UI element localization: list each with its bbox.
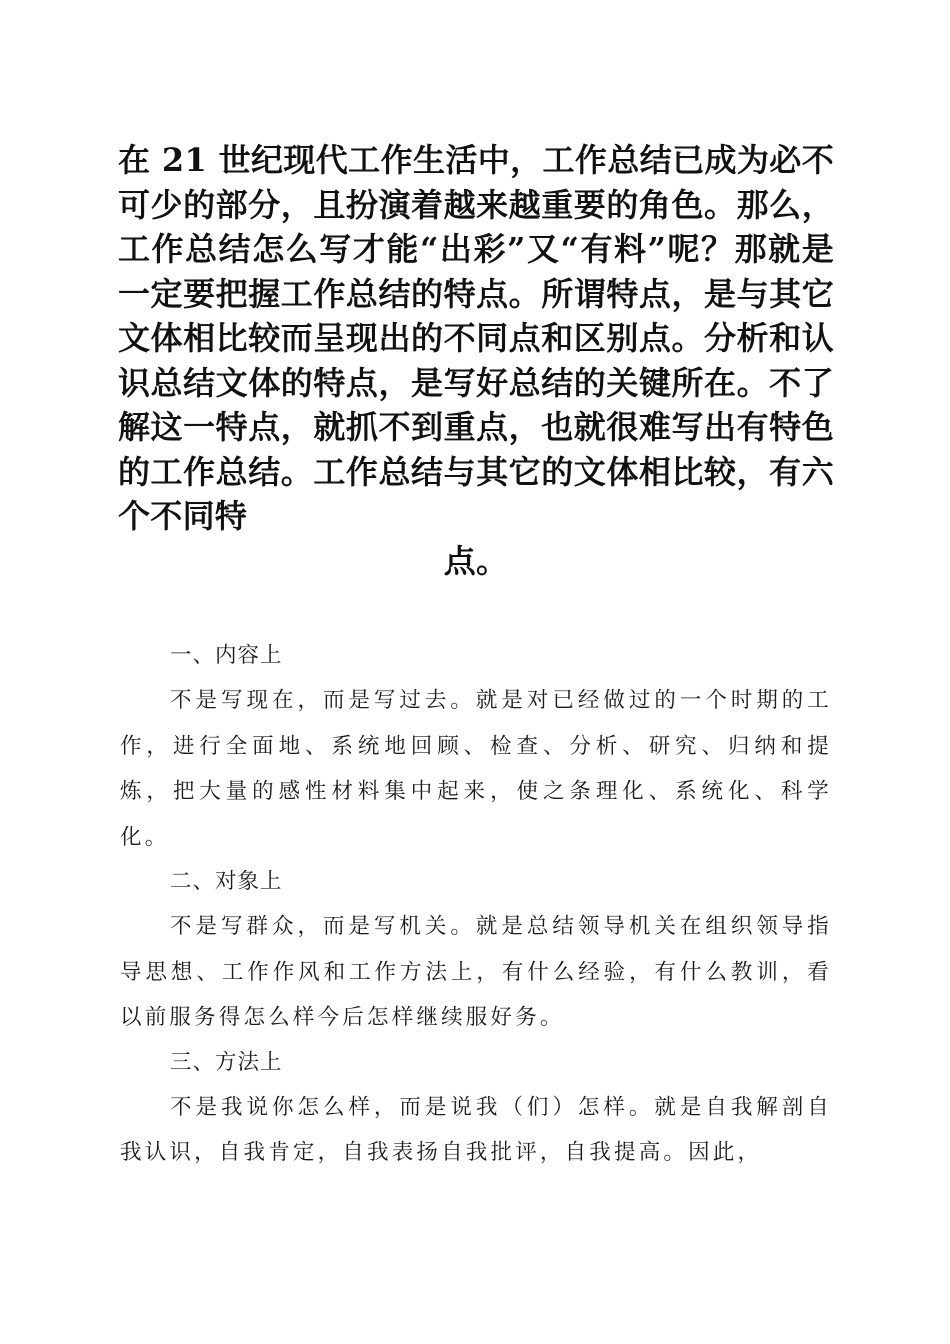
section-heading: 二、对象上 (170, 869, 283, 894)
section-paragraph: 不是我说你怎么样，而是说我（们）怎样。就是自我解剖自我认识，自我肯定，自我表扬自我批评，自我提高。因此， (120, 1094, 832, 1165)
section-paragraph: 不是写现在，而是写过去。就是对已经做过的一个时期的工作，进行全面地、系统地回顾、检查、分析、研究、归纳和提炼，把大量的感性材料集中起来，使之条理化、系统化、科学化。 (120, 688, 832, 850)
intro-text: 在 21 世纪现代工作生活中，工作总结已成为必不可少的部分，且扮演着越来越重要的角色。那么，工作总结怎么写才能“出彩”又“有料”呢？那就是一定要把握工作总结的特点。所谓特点，是与其它文体相比较而呈现出的不同点和区别点。分析和认识总结文体的特点，是写好总结的关键所在。不了解这一特点，就抓不到重点，也就很难写出有特色的工作总结。工作总结与其它的文体相比较，有六个不同特 (118, 141, 834, 535)
section-paragraph: 不是写群众，而是写机关。就是总结领导机关在组织领导指导思想、工作作风和工作方法上，有什么经验，有什么教训，看以前服务得怎么样今后怎样继续服好务。 (120, 914, 832, 1030)
section-method (120, 1041, 832, 1176)
intro-last-line: 点。 (443, 541, 509, 580)
document-body (120, 634, 832, 1176)
section-object (120, 860, 832, 1041)
section-heading: 一、内容上 (170, 643, 283, 668)
section-heading: 三、方法上 (170, 1049, 283, 1075)
intro-paragraph (118, 138, 834, 583)
section-content (120, 634, 832, 860)
